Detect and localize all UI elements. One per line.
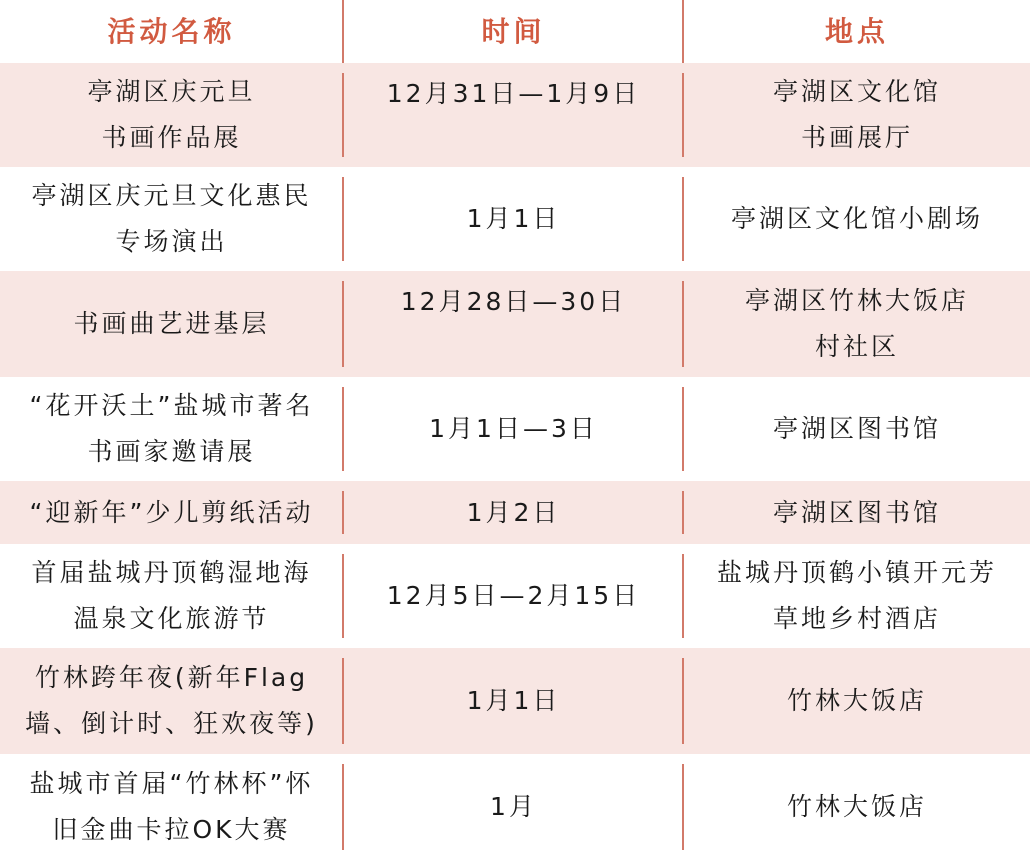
cell-text-line: 12月28日—30日 [400,287,627,316]
time-cell [344,63,683,167]
cell-text-line: “花开沃土”盐城市著名 [29,391,314,420]
cell-text-line: 竹林大饭店 [786,792,927,821]
activity-name-cell [0,544,343,648]
column-divider [682,0,684,63]
table-row [0,63,1030,167]
table-row [0,271,1030,377]
cell-text-line: 书画家邀请展 [87,437,256,466]
cell-text-line: 旧金曲卡拉OK大赛 [52,815,291,844]
cell-text-line: 亭湖区竹林大饭店 [744,286,969,315]
time-cell [344,167,683,271]
cell-text-line: 墙、倒计时、狂欢夜等) [25,709,318,738]
cell-text-line: 草地乡村酒店 [772,604,941,633]
time-cell [344,648,683,754]
cell-text-line: 村社区 [814,332,899,361]
cell-text-line: 1月 [490,792,537,821]
cell-text-line: 书画作品展 [101,123,242,152]
place-cell [684,167,1030,271]
cell-text-line: 亭湖区文化馆小剧场 [730,204,983,233]
cell-text-line: 1月1日 [466,686,561,715]
cell-text-line: 1月2日 [466,497,561,527]
header-place: 地点 [824,14,889,48]
header-activity-name: 活动名称 [107,14,236,48]
column-divider [682,73,684,157]
column-divider [342,73,344,157]
cell-text-line: 1月1日 [466,204,561,233]
cell-text-line: 盐城市首届“竹林杯”怀 [29,769,314,798]
cell-text-line: 12月5日—2月15日 [386,581,641,610]
cell-text-line: 温泉文化旅游节 [73,604,270,633]
cell-text-line: 亭湖区庆元旦文化惠民 [31,181,312,210]
table-row [0,754,1030,860]
place-cell [684,63,1030,167]
cell-text-line: 盐城丹顶鹤小镇开元芳 [716,558,997,587]
column-divider [682,387,684,471]
column-divider [342,387,344,471]
place-cell [684,754,1030,860]
column-divider [682,177,684,261]
activity-name-cell [0,754,343,860]
column-divider [342,0,344,63]
column-divider [682,764,684,850]
activity-name-cell [0,167,343,271]
table-row [0,377,1030,481]
activity-name-cell [0,271,343,377]
time-cell [344,544,683,648]
column-divider [682,281,684,367]
place-cell [684,544,1030,648]
column-divider [682,554,684,638]
time-cell [344,377,683,481]
cell-text-line: 亭湖区图书馆 [772,497,941,527]
cell-text-line: 专场演出 [115,227,228,256]
cell-text-line: 书画展厅 [800,123,913,152]
cell-text-line: 书画曲艺进基层 [73,309,270,338]
place-cell [684,481,1030,544]
column-divider [342,491,344,534]
column-divider [342,281,344,367]
cell-text-line: 亭湖区庆元旦 [87,77,256,106]
column-divider [682,658,684,744]
cell-text-line: “迎新年”少儿剪纸活动 [29,497,314,527]
cell-text-line: 1月1日—3日 [429,414,598,443]
cell-text-line: 亭湖区图书馆 [772,414,941,443]
cell-text-line: 首届盐城丹顶鹤湿地海 [31,558,312,587]
column-divider [342,658,344,744]
time-cell [344,271,683,377]
cell-text-line: 12月31日—1月9日 [386,79,641,108]
table-header [0,0,1030,63]
place-cell [684,271,1030,377]
place-cell [684,648,1030,754]
cell-text-line: 竹林大饭店 [786,686,927,715]
time-cell [344,481,683,544]
table-row [0,167,1030,271]
table-row [0,544,1030,648]
activity-name-cell [0,481,343,544]
place-cell [684,377,1030,481]
cell-text-line: 亭湖区文化馆 [772,77,941,106]
header-time: 时间 [481,14,546,48]
column-divider [342,177,344,261]
column-divider [682,491,684,534]
activity-name-cell [0,377,343,481]
table-row [0,481,1030,544]
column-divider [342,764,344,850]
activity-name-cell [0,648,343,754]
table-row [0,648,1030,754]
cell-text-line: 竹林跨年夜(新年Flag [34,663,309,692]
activity-name-cell [0,63,343,167]
time-cell [344,754,683,860]
column-divider [342,554,344,638]
